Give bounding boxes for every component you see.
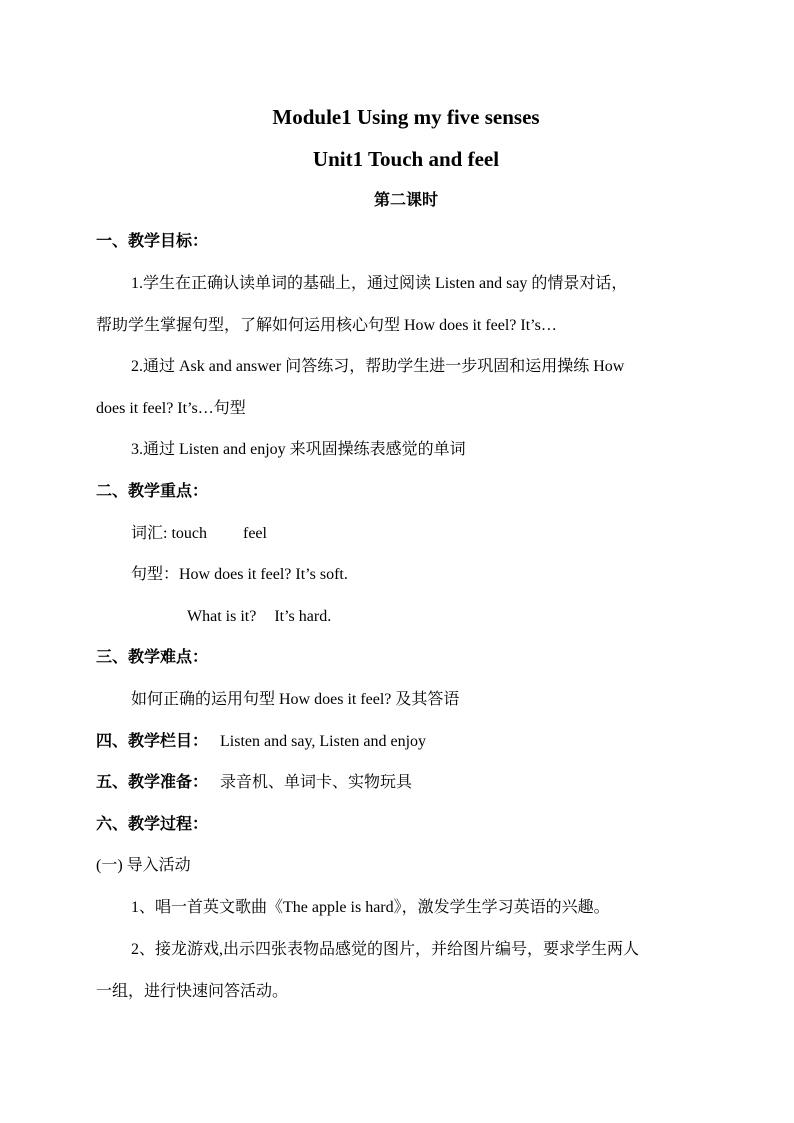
- process-step-2-line-1: 2、接龙游戏,出示四张表物品感觉的图片，并给图片编号，要求学生两人: [131, 941, 640, 958]
- vocabulary-line: [131, 524, 267, 544]
- process-heading: 六、教学过程：: [96, 816, 209, 833]
- unit-title: Unit1 Touch and feel: [312, 147, 500, 171]
- preparation-line: [96, 773, 412, 793]
- process-subsection-1: (一) 导入活动: [96, 857, 191, 874]
- sections-line: [96, 732, 426, 752]
- objective-1-line-2: 帮助学生掌握句型，了解如何运用核心句型 How does it feel? It’s…: [96, 317, 557, 334]
- objective-1-line-1: 1.学生在正确认读单词的基础上，通过阅读 Listen and say 的情景对话，: [131, 275, 628, 292]
- lesson-label: 第二课时: [373, 192, 438, 209]
- sections-heading: 四、教学栏目：: [96, 733, 209, 750]
- preparation-text: 录音机、单词卡、实物玩具: [220, 774, 413, 791]
- preparation-heading: 五、教学准备：: [96, 774, 209, 791]
- module-title: Module1 Using my five senses: [272, 105, 540, 129]
- objective-3: 3.通过 Listen and enjoy 来巩固操练表感觉的单词: [131, 441, 466, 458]
- objective-2-line-2: does it feel? It’s…句型: [96, 400, 246, 417]
- objective-2-line-1: 2.通过 Ask and answer 问答练习，帮助学生进一步巩固和运用操练 How: [131, 358, 625, 375]
- vocabulary-label: 词汇: touch: [131, 525, 207, 542]
- pattern-line-1: 句型：How does it feel? It’s soft.: [131, 566, 348, 583]
- process-step-1: 1、唱一首英文歌曲《The apple is hard》，激发学生学习英语的兴趣。: [131, 899, 610, 916]
- pattern-question: What is it?: [187, 608, 257, 625]
- vocabulary-word-feel: feel: [243, 525, 267, 542]
- difficulties-heading: 三、教学难点：: [96, 649, 209, 666]
- difficulties-text: 如何正确的运用句型 How does it feel? 及其答语: [131, 691, 460, 708]
- sections-text: Listen and say, Listen and enjoy: [220, 733, 427, 750]
- pattern-answer: It’s hard.: [274, 608, 332, 625]
- pattern-line-2: [187, 607, 331, 627]
- process-step-2-line-2: 一组，进行快速问答活动。: [96, 983, 289, 1000]
- objectives-heading: 一、教学目标：: [96, 233, 209, 250]
- key-points-heading: 二、教学重点：: [96, 483, 209, 500]
